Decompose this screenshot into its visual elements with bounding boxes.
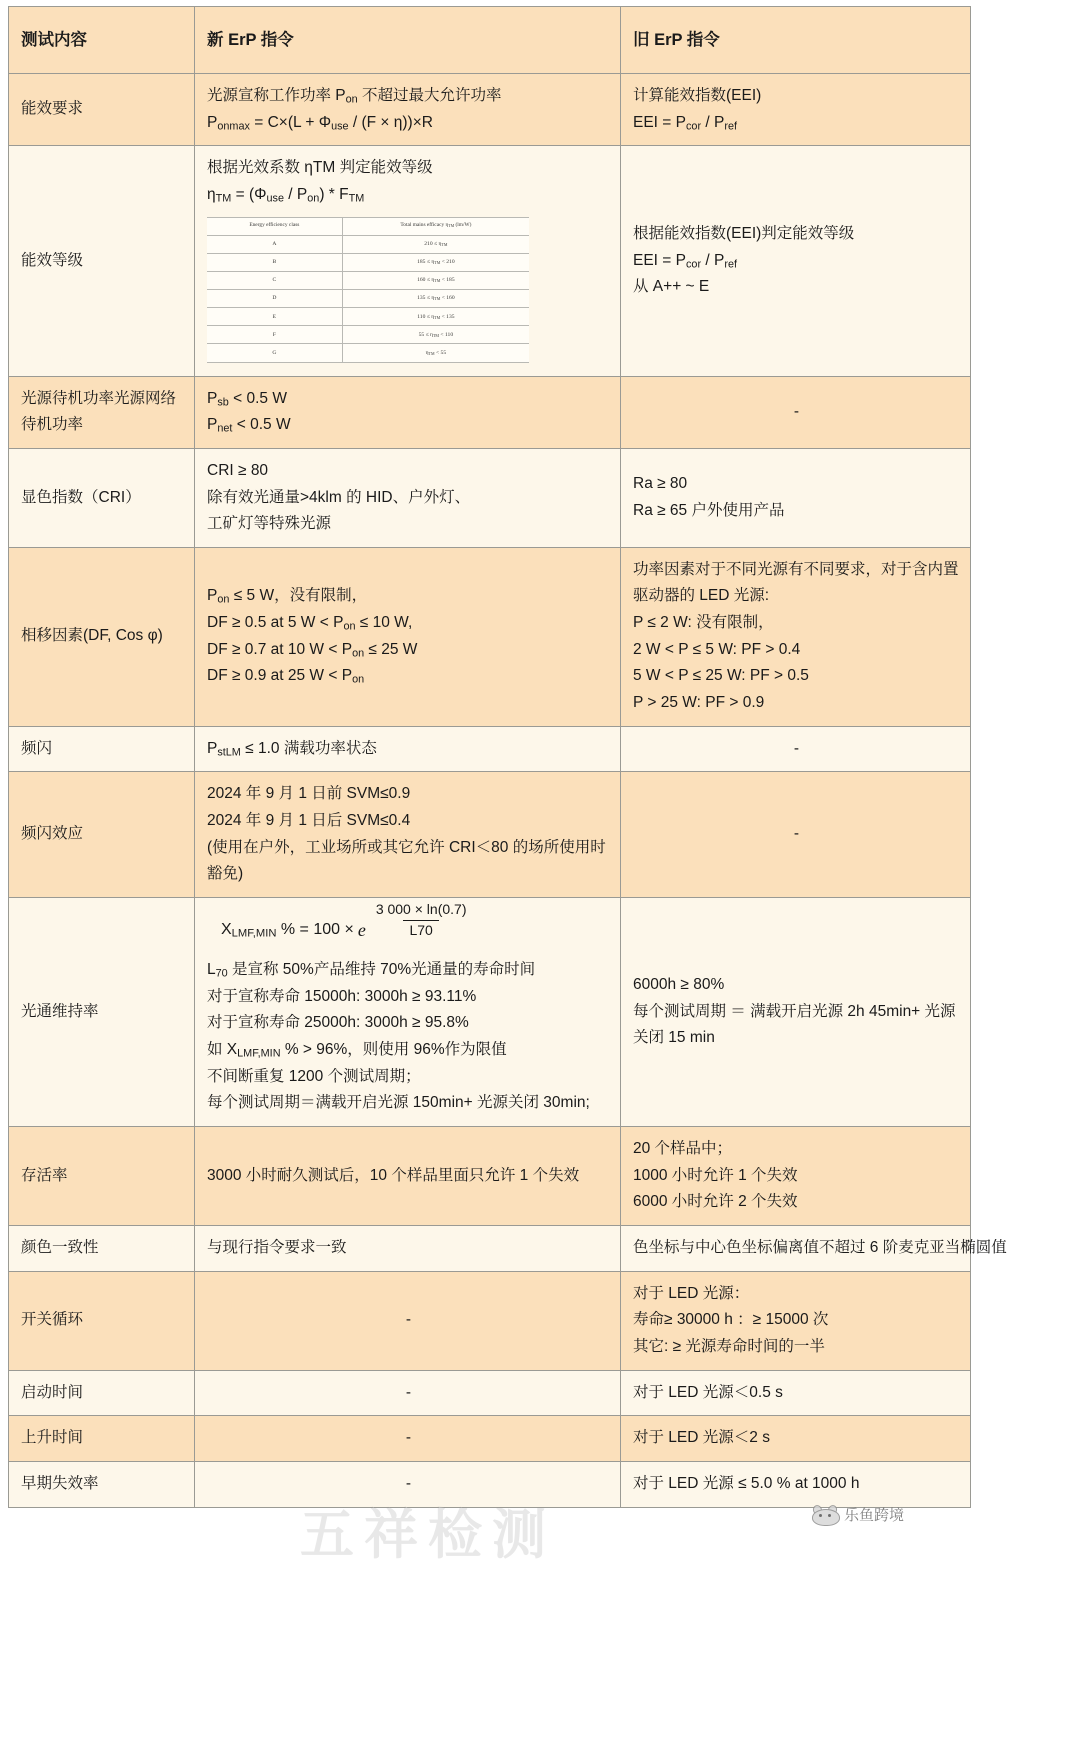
- table-row: [9, 726, 971, 772]
- table-row: [9, 898, 971, 1127]
- lmf-formula-exponent: [370, 901, 473, 939]
- efficiency-row: [207, 271, 529, 289]
- efficiency-range-cell: $185 \le \eta_{TM} < 210$: [342, 253, 529, 271]
- efficiency-class-table: [207, 217, 529, 363]
- row-old-erp-cell: [621, 772, 971, 898]
- new-erp-line: 工矿灯等特殊光源: [207, 515, 332, 533]
- row-label-cell: 能效等级: [9, 146, 195, 376]
- row-label-cell: 早期失效率: [9, 1461, 195, 1507]
- row-label-cell: 频闪效应: [9, 772, 195, 898]
- table-row: [9, 74, 971, 146]
- old-erp-line: P ≤ 2 W: 没有限制，: [633, 614, 774, 632]
- row-new-erp-cell: [195, 1225, 621, 1271]
- efficiency-range-cell: $135 \le \eta_{TM} < 160$: [342, 289, 529, 307]
- row-new-erp-cell: [195, 1461, 621, 1507]
- old-erp-line: 5 W < P ≤ 25 W: PF > 0.5: [633, 667, 809, 685]
- old-erp-line: 6000 小时允许 2 个失效: [633, 1193, 798, 1211]
- row-new-erp-cell: [195, 74, 621, 146]
- old-erp-line: 功率因素对于不同光源有不同要求，对于含内置驱动器的 LED 光源:: [633, 560, 959, 605]
- old-erp-line: EEI = $P_{cor} / P_{ref}$: [633, 251, 737, 270]
- row-old-erp-cell: [621, 74, 971, 146]
- old-erp-line: 计算能效指数(EEI): [633, 87, 762, 104]
- old-erp-line: 根据能效指数(EEI)判定能效等级: [633, 224, 855, 242]
- efficiency-row: [207, 326, 529, 344]
- row-old-erp-cell: [621, 1461, 971, 1507]
- row-old-erp-cell: [621, 376, 971, 448]
- row-old-erp-cell: [621, 1126, 971, 1225]
- row-label-cell: 上升时间: [9, 1416, 195, 1462]
- header-row: [9, 7, 971, 74]
- efficiency-range-cell: $160 \le \eta_{TM} < 185$: [342, 271, 529, 289]
- new-erp-line: 对于宣称寿命 25000h: 3000h ≥ 95.8%: [207, 1014, 469, 1032]
- new-erp-line: $L_{70}$ 是宣称 50%产品维持 70%光通量的寿命时间: [207, 961, 536, 980]
- old-erp-line: 每个测试周期 ＝ 满载开启光源 2h 45min+ 光源关闭 15 min: [633, 1002, 956, 1047]
- new-erp-line: 2024 年 9 月 1 日后 SVM≤0.4: [207, 812, 411, 830]
- new-erp-dash: -: [405, 1383, 412, 1401]
- new-erp-dash: -: [405, 1311, 412, 1329]
- new-erp-dash: -: [405, 1474, 412, 1492]
- new-erp-line: DF ≥ 0.9 at 25 $W < P_{on}$: [207, 667, 365, 686]
- row-new-erp-cell: [195, 376, 621, 448]
- efficiency-class-cell: G: [207, 344, 342, 362]
- row-label-cell: 颜色一致性: [9, 1225, 195, 1271]
- efficiency-class-cell: F: [207, 326, 342, 344]
- efficiency-range-cell: $55 \le \eta_{TM} < 110$: [342, 326, 529, 344]
- row-label-cell: 能效要求: [9, 74, 195, 146]
- row-old-erp-cell: [621, 146, 971, 376]
- lmf-formula-e: e: [357, 919, 366, 940]
- header-new-erp: 新 ErP 指令: [195, 7, 621, 74]
- new-erp-line: CRI ≥ 80: [207, 461, 269, 479]
- table-row: [9, 1126, 971, 1225]
- new-erp-line: 如 $X_{LMF,MIN}$ % > 96%，则使用 96%作为限值: [207, 1041, 507, 1060]
- row-label-cell: 光源待机功率光源网络待机功率: [9, 376, 195, 448]
- old-erp-line: 2 W < P ≤ 5 W: PF > 0.4: [633, 640, 801, 658]
- new-erp-line: 3000 小时耐久测试后，10 个样品里面只允许 1 个失效: [207, 1166, 580, 1184]
- new-erp-line: (使用在户外，工业场所或其它允许 CRI＜80 的场所使用时豁免): [207, 838, 606, 883]
- row-label-cell: 显色指数（CRI）: [9, 448, 195, 547]
- old-erp-line: P > 25 W: PF > 0.9: [633, 694, 765, 712]
- efficiency-class-cell: C: [207, 271, 342, 289]
- old-erp-dash: -: [793, 825, 800, 843]
- table-row: [9, 547, 971, 726]
- new-erp-line: DF ≥ 0.5 at 5 $W < P_{on} \le 10$ W,: [207, 614, 413, 633]
- new-erp-line: 每个测试周期＝满载开启光源 150min+ 光源关闭 30min;: [207, 1094, 590, 1112]
- efficiency-class-table-wrapper: [207, 217, 529, 363]
- watermark-badge-label: 乐鱼跨境: [844, 1507, 905, 1524]
- old-erp-line: 对于 LED 光源 ≤ 5.0 % at 1000 h: [633, 1474, 860, 1492]
- watermark-center: 五祥检测: [300, 1505, 556, 1565]
- new-erp-line: 与现行指令要求一致: [207, 1238, 347, 1256]
- old-erp-dash: -: [793, 739, 800, 757]
- row-old-erp-cell: [621, 898, 971, 1127]
- row-new-erp-cell: [195, 1126, 621, 1225]
- row-old-erp-cell: [621, 1271, 971, 1370]
- old-erp-line: Ra ≥ 80: [633, 475, 688, 493]
- row-new-erp-cell: [195, 1271, 621, 1370]
- new-erp-line: $P_{sb} < 0.5$ W: [207, 389, 287, 408]
- efficiency-row: [207, 289, 529, 307]
- efficiency-class-cell: A: [207, 235, 342, 253]
- row-new-erp-cell: [195, 898, 621, 1127]
- new-erp-line: 根据光效系数 ηTM 判定能效等级: [207, 159, 433, 177]
- efficiency-row: [207, 253, 529, 271]
- row-label-cell: 频闪: [9, 726, 195, 772]
- old-erp-line: 寿命≥ 30000 h ：≥ 15000 次: [633, 1311, 829, 1329]
- table-row: [9, 448, 971, 547]
- new-erp-line: DF ≥ 0.7 at 10 $W < P_{on} \le 25$ W: [207, 640, 418, 660]
- table-row: [9, 376, 971, 448]
- efficiency-range-cell: $110 \le \eta_{TM} < 135$: [342, 308, 529, 326]
- table-row: [9, 1271, 971, 1370]
- new-erp-dash: -: [405, 1429, 412, 1447]
- row-label-cell: 开关循环: [9, 1271, 195, 1370]
- new-erp-line: 不间断重复 1200 个测试周期；: [207, 1067, 421, 1085]
- old-erp-dash: -: [793, 402, 800, 420]
- row-label-cell: 存活率: [9, 1126, 195, 1225]
- table-row: [9, 1370, 971, 1416]
- row-new-erp-cell: [195, 146, 621, 376]
- old-erp-line: 对于 LED 光源：: [633, 1284, 750, 1302]
- row-new-erp-cell: [195, 1416, 621, 1462]
- row-old-erp-cell: [621, 1370, 971, 1416]
- efficiency-row: [207, 344, 529, 362]
- row-label-cell: 光通维持率: [9, 898, 195, 1127]
- new-erp-line: 对于宣称寿命 15000h: 3000h ≥ 93.11%: [207, 987, 477, 1005]
- lmf-formula-lhs: $X_{LMF,MIN}$ % = 100 ×: [221, 921, 354, 940]
- efficiency-row: [207, 235, 529, 253]
- row-label-cell: 启动时间: [9, 1370, 195, 1416]
- new-erp-line: $P_{onmax} = C\times(L + \Phi_{use} / (F \times \eta))\times R$: [207, 113, 433, 133]
- efficiency-row: [207, 308, 529, 326]
- new-erp-line: $P_{stLM} \le 1.0$ 满载功率状态: [207, 739, 377, 759]
- row-new-erp-cell: [195, 547, 621, 726]
- old-erp-line: 对于 LED 光源＜0.5 s: [633, 1383, 783, 1401]
- old-erp-line: 6000h ≥ 80%: [633, 976, 725, 994]
- new-erp-line: 2024 年 9 月 1 日前 SVM≤0.9: [207, 785, 411, 803]
- erp-comparison-table: [8, 6, 1007, 1508]
- header-test-item: 测试内容: [9, 7, 195, 74]
- lmf-formula-denominator: L70: [403, 920, 438, 940]
- row-old-erp-cell: [621, 726, 971, 772]
- row-old-erp-cell: [621, 547, 971, 726]
- new-erp-line: 除有效光通量>4klm 的 HID、户外灯、: [207, 488, 471, 506]
- table-body: [9, 74, 1007, 1508]
- lmf-formula-numerator: 3 000 × ln(0.7): [375, 901, 467, 918]
- new-erp-line: 光源宣称工作功率 $P_{on}$ 不超过最大允许功率: [207, 87, 502, 106]
- efficiency-range-cell: $\eta_{TM} < 55$: [342, 344, 529, 362]
- efficiency-class-cell: E: [207, 308, 342, 326]
- efficiency-header-efficacy: Total mains efficacy $\eta_{TM}$ (lm/W): [342, 217, 529, 235]
- row-new-erp-cell: [195, 726, 621, 772]
- efficiency-range-cell: $210 \le \eta_{TM}$: [342, 235, 529, 253]
- table-header: [9, 7, 971, 74]
- table-row: [9, 772, 971, 898]
- table-row: [9, 1461, 971, 1507]
- header-old-erp: 旧 ErP 指令: [621, 7, 971, 74]
- old-erp-line: 从 A++ ~ E: [633, 278, 710, 296]
- row-old-erp-cell: [621, 1416, 971, 1462]
- efficiency-header-class: Energy efficiency class: [207, 217, 342, 235]
- table-row: [9, 1225, 971, 1271]
- table-row: [9, 1416, 971, 1462]
- efficiency-class-cell: D: [207, 289, 342, 307]
- new-erp-line: $P_{net} < 0.5$ W: [207, 416, 291, 435]
- old-erp-line: 其它: ≥ 光源寿命时间的一半: [633, 1337, 825, 1355]
- old-erp-line: 1000 小时允许 1 个失效: [633, 1166, 798, 1184]
- row-new-erp-cell: [195, 772, 621, 898]
- old-erp-line: EEI = $P_{cor} / P_{ref}$: [633, 113, 737, 133]
- old-erp-line: 对于 LED 光源＜2 s: [633, 1429, 770, 1447]
- efficiency-class-cell: B: [207, 253, 342, 271]
- old-erp-line: 色坐标与中心色坐标偏离值不超过 6 阶麦克亚当椭圆值: [633, 1238, 1007, 1256]
- row-label-cell: 相移因素(DF, Cos φ): [9, 547, 195, 726]
- row-new-erp-cell: [195, 1370, 621, 1416]
- old-erp-line: Ra ≥ 65 户外使用产品: [633, 501, 785, 519]
- old-erp-line: 20 个样品中；: [633, 1139, 733, 1157]
- new-erp-line: $\eta_{TM} = (\Phi_{use} / P_{on}) * F_{TM}$: [207, 185, 365, 205]
- table-row: [9, 146, 971, 376]
- table-sheet: [0, 6, 1080, 1744]
- row-old-erp-cell: [621, 448, 971, 547]
- new-erp-line: $P_{on} \le 5$ W，没有限制，: [207, 587, 368, 606]
- row-new-erp-cell: [195, 448, 621, 547]
- row-old-erp-cell: [621, 1225, 1007, 1271]
